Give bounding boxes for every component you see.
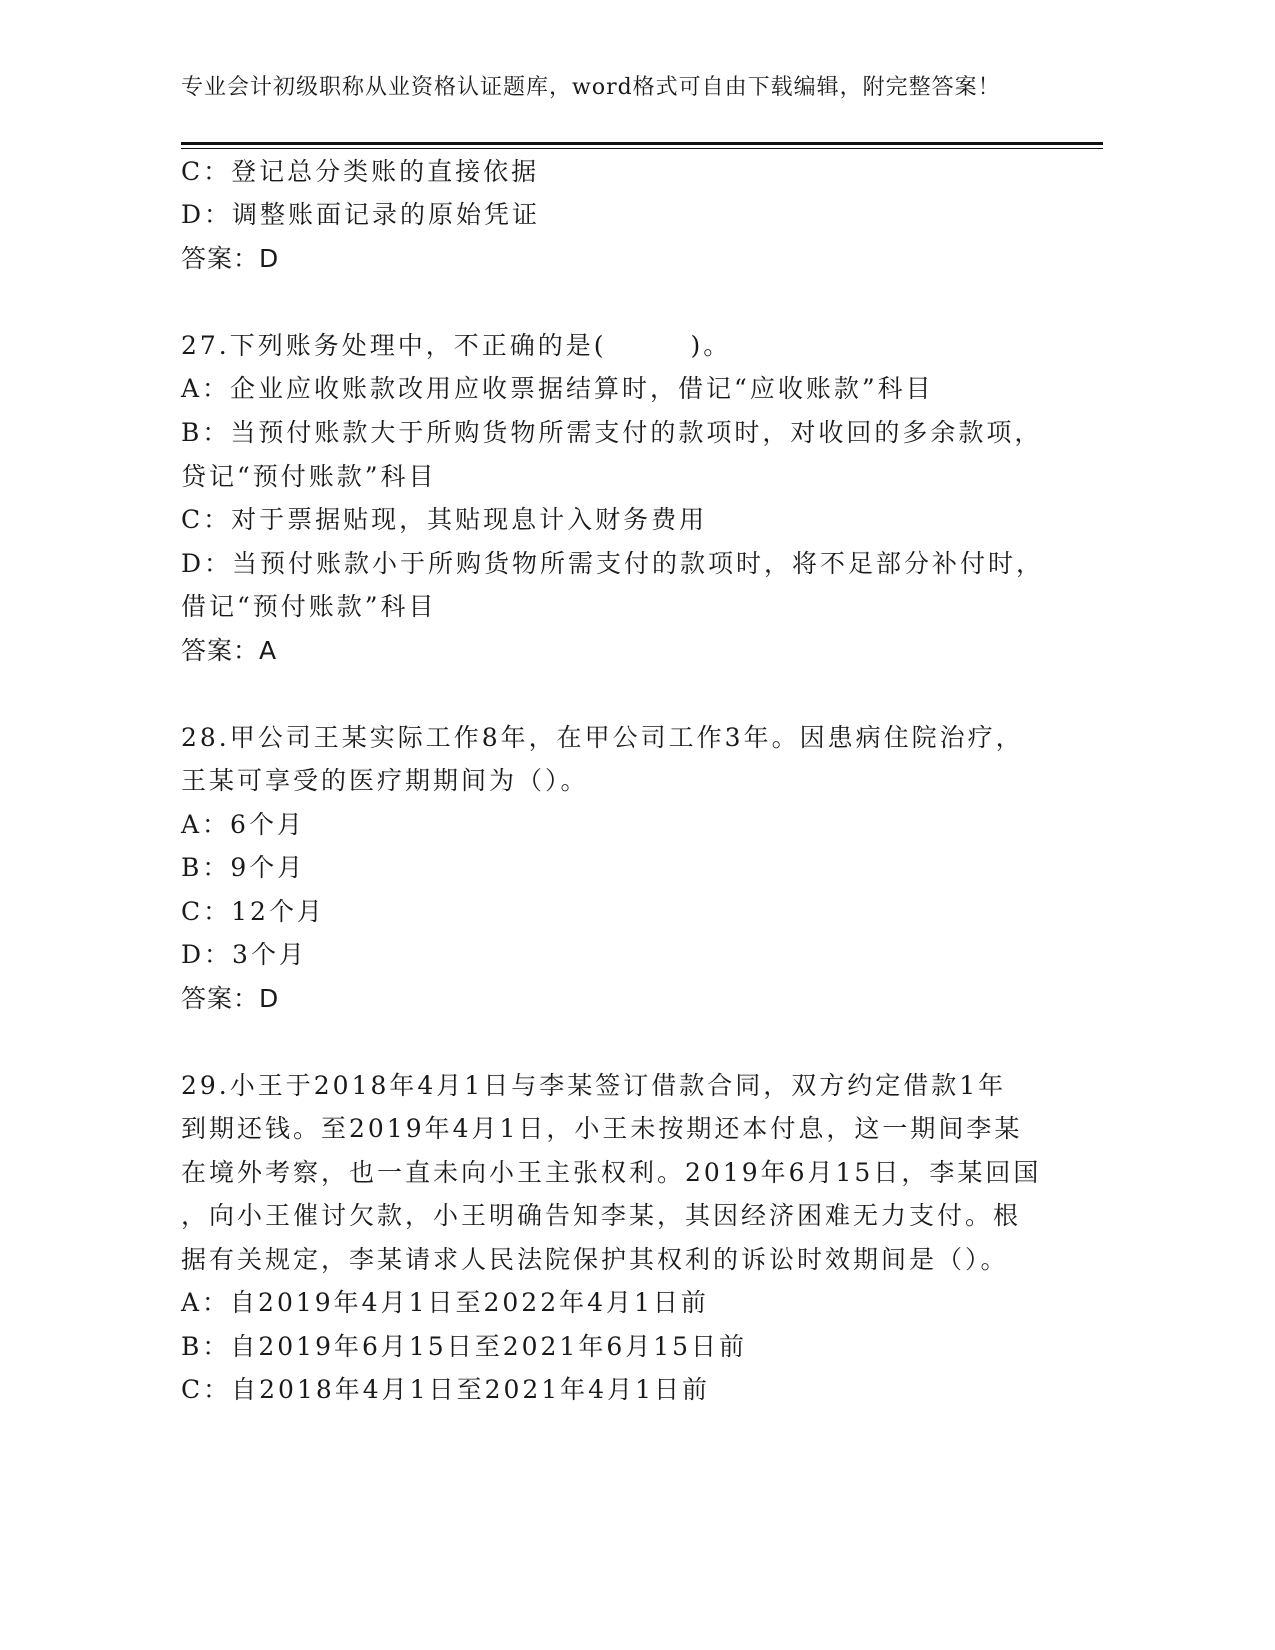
header-rule-thick xyxy=(181,142,1103,145)
option-line: A：自2019年4月1日至2022年4月1日前 xyxy=(181,1288,709,1317)
option-line: D：调整账面记录的原始凭证 xyxy=(181,200,541,229)
option-line: D：当预付账款小于所购货物所需支付的款项时，将不足部分补付时， xyxy=(181,549,1045,578)
question-stem: 27.下列账务处理中，不正确的是( )。 xyxy=(181,331,732,360)
option-line: D：3个月 xyxy=(181,940,307,969)
question-stem: 王某可享受的医疗期期间为（）。 xyxy=(181,766,589,795)
option-line: C：自2018年4月1日至2021年4月1日前 xyxy=(181,1375,710,1404)
option-line: C：12个月 xyxy=(181,897,325,926)
question-stem: 到期还钱。至2019年4月1日，小王未按期还本付息，这一期间李某 xyxy=(181,1114,1023,1143)
option-line-continued: 贷记“预付账款”科目 xyxy=(181,462,437,491)
page-header: 专业会计初级职称从业资格认证题库，word格式可自由下载编辑，附完整答案！ xyxy=(181,75,1001,100)
question-stem: 29.小王于2018年4月1日与李某签订借款合同，双方约定借款1年 xyxy=(181,1071,1007,1100)
option-line: A：6个月 xyxy=(181,810,305,839)
option-line: B：自2019年6月15日至2021年6月15日前 xyxy=(181,1332,748,1361)
answer-line: 答案：D xyxy=(181,984,280,1013)
answer-line: 答案：A xyxy=(181,636,278,665)
question-stem: 据有关规定，李某请求人民法院保护其权利的诉讼时效期间是（）。 xyxy=(181,1245,1009,1274)
question-stem: ，向小王催讨欠款，小王明确告知李某，其因经济困难无力支付。根 xyxy=(181,1201,1022,1230)
answer-line: 答案：D xyxy=(181,244,280,273)
option-line: C：对于票据贴现，其贴现息计入财务费用 xyxy=(181,505,708,534)
option-line: B：当预付账款大于所购货物所需支付的款项时，对收回的多余款项， xyxy=(181,418,1043,447)
option-line: C：登记总分类账的直接依据 xyxy=(181,157,540,186)
header-rule-thin xyxy=(181,148,1103,149)
question-stem: 28.甲公司王某实际工作8年，在甲公司工作3年。因患病住院治疗， xyxy=(181,723,1024,752)
option-line-continued: 借记“预付账款”科目 xyxy=(181,592,437,621)
option-line: A：企业应收账款改用应收票据结算时，借记“应收账款”科目 xyxy=(181,374,934,403)
option-line: B：9个月 xyxy=(181,853,306,882)
question-stem: 在境外考察，也一直未向小王主张权利。2019年6月15日，李某回国 xyxy=(181,1158,1042,1187)
